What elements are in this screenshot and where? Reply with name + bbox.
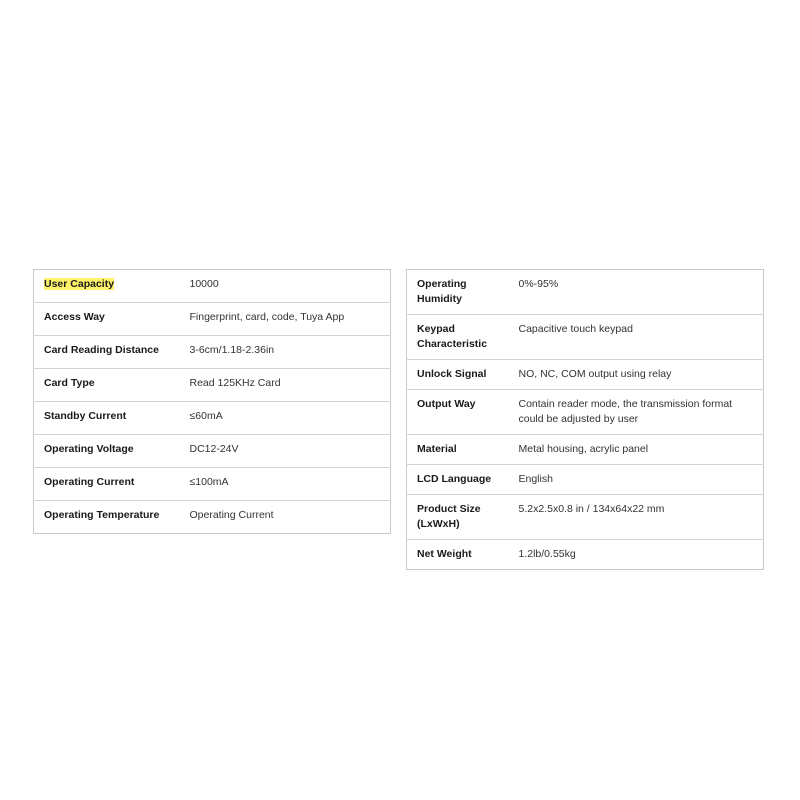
spec-value: Read 125KHz Card — [190, 369, 391, 402]
spec-label: Operating Current — [34, 468, 190, 501]
highlighted-label: User Capacity — [44, 278, 115, 290]
table-row — [407, 270, 764, 315]
spec-value: DC12-24V — [190, 435, 391, 468]
table-row — [34, 501, 391, 534]
spec-table-right — [406, 269, 764, 570]
spec-label — [407, 315, 519, 360]
table-row — [34, 336, 391, 369]
spec-label — [34, 270, 190, 303]
spec-label: Standby Current — [34, 402, 190, 435]
spec-label — [407, 360, 519, 390]
spec-label-line: (LxWxH) — [417, 518, 460, 530]
spec-label — [407, 390, 519, 435]
spec-value — [519, 270, 764, 315]
spec-label: Card Type — [34, 369, 190, 402]
spec-value — [519, 495, 764, 540]
spec-label — [407, 270, 519, 315]
table-row — [407, 360, 764, 390]
table-row — [34, 303, 391, 336]
spec-value — [519, 315, 764, 360]
spec-value — [519, 540, 764, 570]
spec-value-line: could be adjusted by user — [518, 413, 639, 425]
table-row — [34, 435, 391, 468]
spec-label: Card Reading Distance — [34, 336, 190, 369]
spec-value-line: Contain reader mode, the transmission format — [518, 398, 733, 410]
spec-value: 3-6cm/1.18-2.36in — [190, 336, 391, 369]
table-row — [407, 390, 764, 435]
spec-value-line: Capacitive touch keypad — [518, 323, 633, 335]
spec-value: Operating Current — [189, 509, 274, 521]
spec-label: Access Way — [34, 303, 190, 336]
spec-value-line: 5.2x2.5x0.8 in / 134x64x22 mm — [518, 503, 665, 515]
spec-label — [407, 540, 519, 570]
spec-label-line: Material — [417, 443, 457, 455]
spec-table-right-body — [407, 270, 764, 570]
spec-label — [407, 495, 519, 540]
table-row — [407, 465, 764, 495]
spec-label-line: Humidity — [417, 293, 462, 305]
spec-label-line: Net Weight — [417, 548, 472, 560]
spec-label-line: Output Way — [417, 398, 476, 410]
spec-value: ≤60mA — [190, 402, 391, 435]
spec-value: ≤100mA — [190, 468, 391, 501]
spec-label — [407, 435, 519, 465]
spec-value — [519, 465, 764, 495]
spec-value: 10000 — [190, 270, 391, 303]
table-row — [34, 468, 391, 501]
spec-value — [519, 360, 764, 390]
table-row — [407, 540, 764, 570]
spec-table-left — [33, 269, 391, 534]
spec-value-line: NO, NC, COM output using relay — [518, 368, 672, 380]
spec-label-line: Operating — [417, 278, 467, 290]
spec-label-line: Unlock Signal — [417, 368, 487, 380]
spec-label-line: Product Size — [417, 503, 481, 515]
table-row — [407, 315, 764, 360]
table-row — [407, 495, 764, 540]
spec-label: Operating Temperature — [44, 509, 160, 521]
spec-value — [519, 390, 764, 435]
spec-label-line: Keypad — [417, 323, 455, 335]
spec-label-line: Characteristic — [417, 338, 488, 350]
spec-value-line: Metal housing, acrylic panel — [518, 443, 649, 455]
spec-value: Fingerprint, card, code, Tuya App — [190, 303, 391, 336]
table-row — [34, 402, 391, 435]
spec-value-line: 1.2lb/0.55kg — [518, 548, 576, 560]
spec-label: Operating Voltage — [34, 435, 190, 468]
spec-label — [407, 465, 519, 495]
spec-value-line: English — [518, 473, 553, 485]
spec-value-line: 0%-95% — [518, 278, 559, 290]
spec-value — [519, 435, 764, 465]
table-row — [34, 270, 391, 303]
table-row — [34, 369, 391, 402]
table-row — [407, 435, 764, 465]
spec-label-line: LCD Language — [417, 473, 492, 485]
